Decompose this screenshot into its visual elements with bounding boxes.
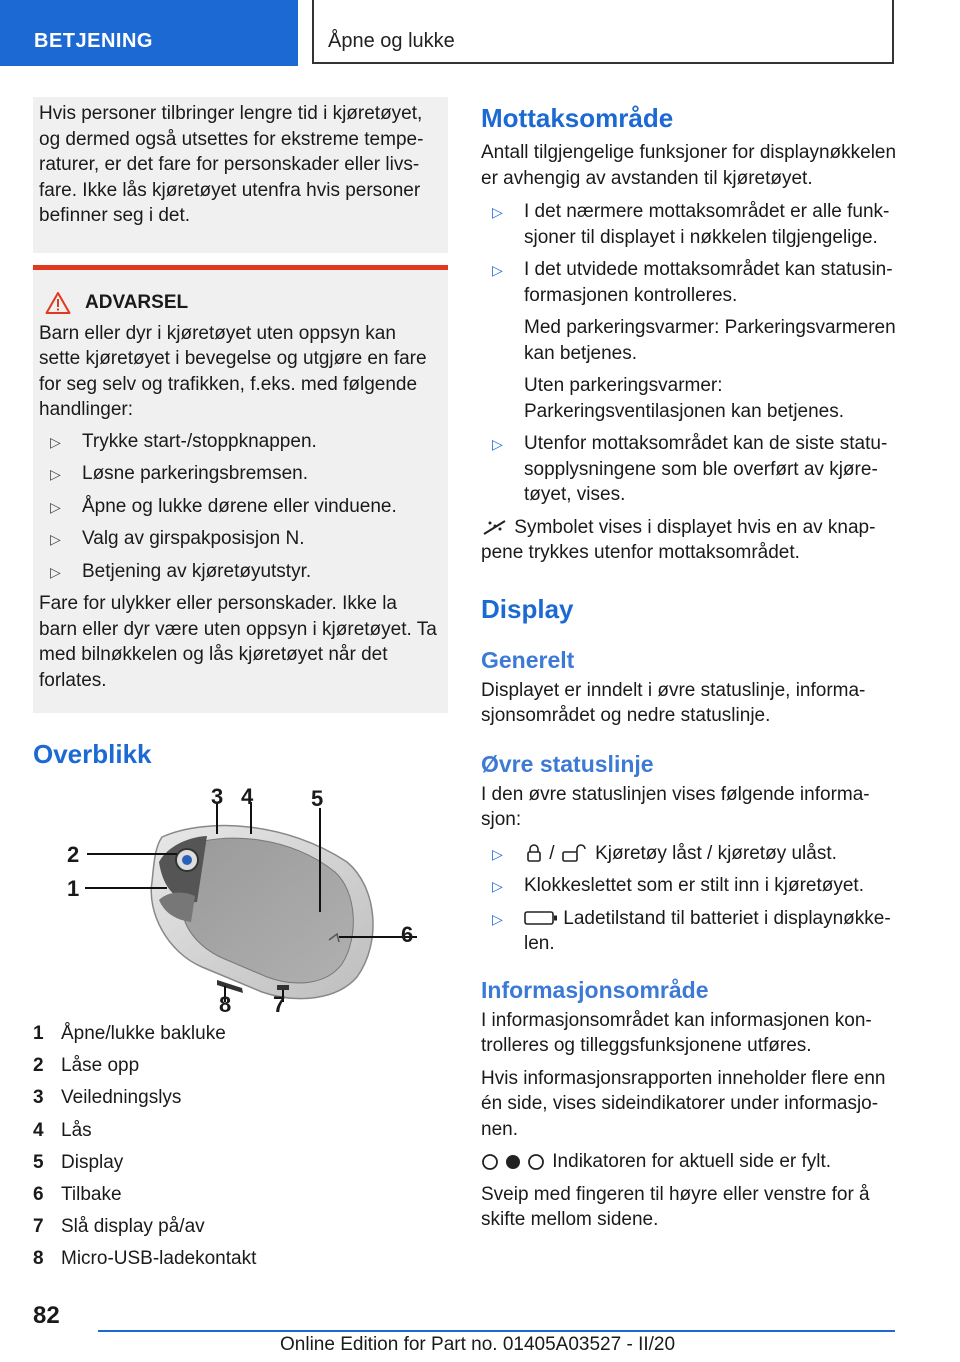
out-of-range-icon [481, 517, 509, 537]
legend-number: 4 [33, 1119, 44, 1141]
info-text: Sveip med fingeren til høyre eller venstre for å skifte mellom sidene. [481, 1183, 870, 1230]
lock-separator: / [549, 842, 555, 864]
warning-list [39, 429, 440, 585]
triangle-bullet-icon: ▷ [492, 878, 503, 894]
section-tab: BETJENING [0, 0, 298, 66]
legend-row [33, 1018, 448, 1050]
list-item-text: Trykke start-/stoppknappen. [82, 430, 317, 452]
triangle-bullet-icon: ▷ [50, 563, 61, 580]
legend-text: Display [61, 1151, 124, 1173]
upper-intro: I den øvre statuslinjen vises følgende informasjon: [481, 783, 870, 830]
range-symbol-note [481, 515, 901, 566]
callout-label: 4 [241, 784, 254, 809]
list-item [481, 431, 901, 508]
lock-open-icon [560, 843, 590, 863]
warning-title-text: ADVARSEL [85, 291, 189, 313]
list-item-text: I det nærmere mottaksområdet er alle funksjoner til displayet i nøkkelen tilgjengelige. [524, 201, 890, 248]
left-column [33, 97, 448, 1276]
list-item [39, 461, 440, 487]
legend-text: Låse opp [61, 1055, 140, 1077]
list-item-text: Klokkeslettet som er stilt inn i kjøretøyet. [524, 875, 864, 896]
callout-label: 5 [311, 786, 324, 811]
legend-row [33, 1115, 448, 1147]
legend-text: Tilbake [61, 1184, 122, 1206]
list-item-text: Betjening av kjøretøyutstyr. [82, 560, 312, 582]
legend-number: 6 [33, 1184, 44, 1206]
overview-heading: Overblikk [33, 739, 152, 769]
list-item-text: Kjøretøy låst / kjøretøy ulåst. [595, 842, 837, 864]
figure-legend [33, 1018, 448, 1276]
info-text: I informasjonsområdet kan informasjonen kontrolleres og tilleggsfunksjonene utføres. [481, 1009, 872, 1056]
right-column [481, 103, 901, 1233]
triangle-bullet-icon: ▷ [492, 845, 503, 862]
range-symbol-text: Symbolet vises i displayet hvis en av knappene trykkes utenfor mottaksområdet. [481, 516, 876, 563]
list-item-text: Ladetilstand til batteriet i displaynøkkelen. [524, 907, 891, 954]
legend-row [33, 1050, 448, 1082]
triangle-bullet-icon: ▷ [50, 433, 61, 450]
list-item [481, 841, 901, 867]
legend-number: 2 [33, 1055, 44, 1077]
triangle-bullet-icon: ▷ [50, 531, 61, 547]
legend-text: Veiledningslys [61, 1087, 182, 1109]
display-key-figure [67, 784, 419, 1017]
battery-icon [524, 910, 558, 926]
general-heading: Generelt [481, 646, 575, 673]
legend-text: Micro-USB-ladekontakt [61, 1248, 257, 1270]
triangle-bullet-icon: ▷ [492, 262, 503, 278]
footer-edition: Online Edition for Part no. 01405A03527 - II/20 [280, 1334, 676, 1355]
info-area-heading: Informasjonsområde [481, 976, 709, 1003]
general-text: Displayet er inndelt i øvre statuslinje, informasjonsområdet og nedre statuslinje. [481, 679, 866, 726]
chapter-title: Åpne og lukke [312, 0, 894, 64]
list-item-text: Løsne parkeringsbremsen. [82, 463, 308, 484]
list-item-text: I det utvidede mottaksområdet kan statusinformasjonen kontrolleres. [524, 259, 893, 306]
range-sub-text: Med parkeringsvarmer: Parkeringsvarmeren kan betjenes. [524, 317, 896, 364]
triangle-bullet-icon: ▷ [492, 204, 503, 220]
legend-row [33, 1147, 448, 1179]
page-number: 82 [33, 1302, 60, 1329]
list-item-text: Åpne og lukke dørene eller vinduene. [82, 495, 397, 517]
legend-row [33, 1243, 448, 1275]
callout-label: 8 [219, 992, 232, 1017]
list-item-text: Utenfor mottaksområdet kan de siste statusopplysningene som ble overført av kjøretøyet, vises. [524, 433, 888, 505]
callout-label: 1 [67, 876, 80, 901]
info-text: Hvis informasjonsrapporten inneholder flere enn én side, vises sideindikatorer under informasjonen. [481, 1067, 886, 1140]
legend-row [33, 1179, 448, 1211]
legend-row [33, 1211, 448, 1243]
footer-rule [98, 1330, 895, 1332]
warning-intro: Barn eller dyr i kjøretøyet uten oppsyn kan sette kjøretøyet i bevegelse og utgjøre en fare for seg selv og trafikken, f.eks. med følgende handlinger: [39, 322, 427, 420]
range-heading: Mottaksområde [481, 103, 674, 133]
list-item [481, 873, 901, 899]
upper-statusbar-heading: Øvre statuslinje [481, 750, 654, 777]
display-heading: Display [481, 593, 574, 624]
list-item [39, 494, 440, 520]
triangle-bullet-icon: ▷ [492, 436, 503, 452]
list-item [481, 906, 901, 957]
legend-number: 8 [33, 1248, 44, 1270]
callout-label: 7 [273, 992, 286, 1017]
list-item [39, 559, 440, 585]
legend-text: Slå display på/av [61, 1216, 205, 1238]
legend-number: 3 [33, 1087, 44, 1109]
display-key-illustration [67, 792, 419, 1012]
lock-closed-icon [524, 843, 544, 863]
range-intro: Antall tilgjengelige funksjoner for displaynøkkelen er avhengig av avstanden til kjøretøyet. [481, 142, 897, 189]
range-list [481, 199, 901, 508]
warning-box [33, 265, 448, 714]
warning-triangle-icon [45, 291, 71, 315]
triangle-bullet-icon: ▷ [492, 910, 503, 927]
page-indicator-icon [481, 1152, 547, 1172]
upper-list [481, 841, 901, 957]
list-item [39, 429, 440, 455]
list-item [39, 526, 440, 552]
legend-text: Åpne/lukke bakluke [61, 1023, 226, 1045]
list-item-text: Valg av girspakposisjon N. [82, 528, 305, 549]
warning-title [39, 290, 440, 316]
list-item [481, 257, 901, 424]
callout-label: 6 [401, 922, 414, 947]
callout-label: 3 [211, 784, 224, 809]
callout-label: 2 [67, 842, 80, 867]
triangle-bullet-icon: ▷ [50, 466, 61, 482]
warning-outro: Fare for ulykker eller personskader. Ikke la barn eller dyr være uten oppsyn i kjøretøyet. Ta med bilnøkkelen og lås kjøretøyet når det forlates. [39, 593, 437, 691]
legend-number: 1 [33, 1023, 44, 1045]
indicator-text: Indikatoren for aktuell side er fylt. [552, 1151, 832, 1172]
legend-text: Lås [61, 1119, 92, 1141]
list-item [481, 199, 901, 250]
legend-number: 5 [33, 1151, 44, 1173]
legend-row [33, 1082, 448, 1114]
page-header [0, 0, 960, 66]
legend-number: 7 [33, 1216, 44, 1238]
triangle-bullet-icon: ▷ [50, 498, 61, 515]
note-box: Hvis personer tilbringer lengre tid i kjøretøyet, og dermed også utsettes for ekstreme temperaturer, er det fare for personskader eller livsfare. Ikke lås kjøretøyet utenfra hvis personer befinner seg i det. [33, 97, 448, 253]
range-sub-text: Uten parkeringsvarmer: Parkeringsventilasjonen kan betjenes. [524, 375, 845, 422]
page-indicator-note [481, 1149, 901, 1175]
